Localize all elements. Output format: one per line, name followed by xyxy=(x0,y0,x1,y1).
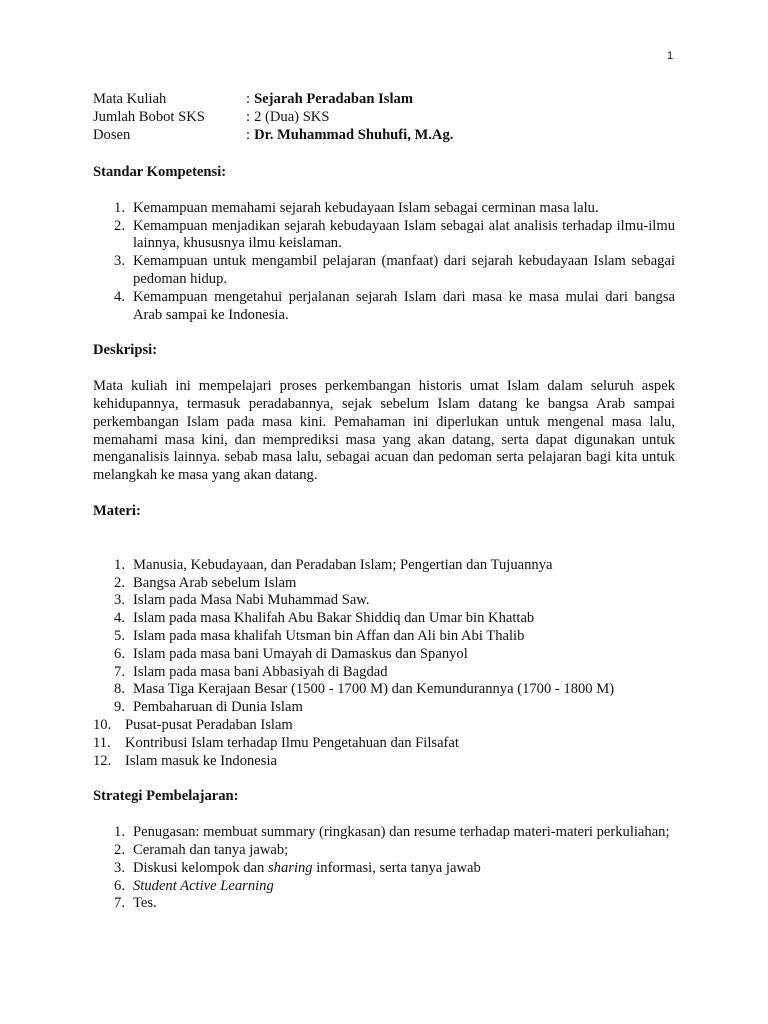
list-text: Islam masuk ke Indonesia xyxy=(125,752,277,769)
list-item xyxy=(93,753,675,771)
list-text: Pusat-pusat Peradaban Islam xyxy=(125,716,293,733)
strategi-heading: Strategi Pembelajaran: xyxy=(93,788,239,805)
list-number: 2. xyxy=(114,217,125,234)
list-text: Masa Tiga Kerajaan Besar (1500 - 1700 M) dan Kemundurannya (1700 - 1800 M) xyxy=(133,681,615,698)
sks-label: Jumlah Bobot SKS xyxy=(93,109,205,125)
standar-kompetensi-heading: Standar Kompetensi: xyxy=(93,164,227,180)
info-row-mata-kuliah xyxy=(93,91,675,109)
list-text: Islam pada Masa Nabi Muhammad Saw. xyxy=(133,592,370,609)
mata-kuliah-label: Mata Kuliah xyxy=(93,91,167,107)
separator: : xyxy=(246,109,251,125)
list-text: Penugasan: membuat summary (ringkasan) dan resume terhadap materi-materi perkuliahan; xyxy=(133,824,670,841)
list-text xyxy=(133,860,675,878)
list-number: 10. xyxy=(93,716,112,733)
info-row-dosen xyxy=(93,127,675,145)
deskripsi-paragraph: Mata kuliah ini mempelajari proses perkembangan historis umat Islam dalam seluruh aspek kehidupannya, termasuk peradabannya, sejak sebelum Islam datang ke bangsa Arab sampai perkembangan Islam pada masa kini. Pemahaman ini diperlukan untuk mengenal masa lalu, memahami masa kini, dan memprediksi masa yang akan datang, serta dapat digunakan untuk menganalisis lainnya. sebab masa lalu, sebagai acuan dan pedoman serta pelajaran bagi kita untuk melangkah ke masa yang akan datang. xyxy=(93,378,675,484)
info-row-sks xyxy=(93,109,675,127)
list-item xyxy=(93,218,675,254)
document-content xyxy=(93,91,675,913)
list-text: Student Active Learning xyxy=(133,877,274,894)
list-text: Kemampuan memahami sejarah kebudayaan Islam sebagai cerminan masa lalu. xyxy=(133,199,599,216)
list-text: Kemampuan mengetahui perjalanan sejarah Islam dari masa ke masa mulai dari bangsa Arab sampai ke Indonesia. xyxy=(133,288,675,323)
list-text: Kontribusi Islam terhadap Ilmu Pengetahuan dan Filsafat xyxy=(125,734,459,751)
list-number: 11. xyxy=(93,734,111,751)
materi-list xyxy=(93,557,675,771)
list-item xyxy=(93,842,675,860)
sks-value: 2 (Dua) SKS xyxy=(254,109,330,125)
list-text: Islam pada masa bani Abbasiyah di Bagdad xyxy=(133,663,388,680)
list-text: Kemampuan menjadikan sejarah kebudayaan Islam sebagai alat analisis terhadap ilmu-ilmu lainnya, khususnya ilmu keislaman. xyxy=(133,217,675,252)
list-item xyxy=(93,824,675,842)
list-number: 1. xyxy=(114,556,125,573)
list-item xyxy=(93,664,675,682)
list-number: 2. xyxy=(114,841,125,858)
text-segment: informasi, serta tanya jawab xyxy=(312,859,481,876)
list-number: 3. xyxy=(114,592,125,609)
list-text: Islam pada masa Khalifah Abu Bakar Shiddiq dan Umar bin Khattab xyxy=(133,610,535,627)
list-item xyxy=(93,253,675,289)
list-text: Islam pada masa bani Umayah di Damaskus dan Spanyol xyxy=(133,645,468,662)
list-item xyxy=(93,681,675,699)
list-text: Kemampuan untuk mengambil pelajaran (manfaat) dari sejarah kebudayaan Islam sebagai pedoman hidup. xyxy=(133,253,675,287)
list-number: 9. xyxy=(114,699,125,716)
course-info xyxy=(93,91,675,145)
list-item xyxy=(93,860,675,878)
list-item xyxy=(93,646,675,664)
list-text: Manusia, Kebudayaan, dan Peradaban Islam; Pengertian dan Tujuannya xyxy=(133,556,553,573)
dosen-label: Dosen xyxy=(93,127,131,143)
list-item xyxy=(93,557,675,575)
list-item xyxy=(93,735,675,753)
emphasis-text: sharing xyxy=(268,859,313,876)
list-number: 4. xyxy=(114,610,125,627)
list-item xyxy=(93,592,675,610)
list-number: 5. xyxy=(114,627,125,644)
page-number: 1 xyxy=(667,50,674,62)
list-number: 6. xyxy=(114,645,125,662)
list-item xyxy=(93,699,675,717)
list-number: 7. xyxy=(114,663,125,680)
deskripsi-heading: Deskripsi: xyxy=(93,342,158,359)
list-number: 1. xyxy=(114,824,125,841)
list-number: 3. xyxy=(114,253,125,270)
list-item xyxy=(93,717,675,735)
standar-kompetensi-list xyxy=(93,200,675,325)
list-item xyxy=(93,895,675,913)
list-number: 7. xyxy=(114,895,125,912)
list-item xyxy=(93,628,675,646)
list-number: 8. xyxy=(114,681,125,698)
list-item xyxy=(93,575,675,593)
list-item xyxy=(93,610,675,628)
list-item xyxy=(93,289,675,325)
list-number: 3. xyxy=(114,859,125,876)
list-text: Pembaharuan di Dunia Islam xyxy=(133,699,303,716)
list-number: 4. xyxy=(114,288,125,305)
list-item xyxy=(93,200,675,218)
list-text: Islam pada masa khalifah Utsman bin Affan dan Ali bin Abi Thalib xyxy=(133,627,525,644)
list-text: Tes. xyxy=(133,895,157,912)
list-number: 12. xyxy=(93,752,112,769)
separator: : xyxy=(246,91,251,107)
list-item xyxy=(93,878,675,896)
list-number: 2. xyxy=(114,574,125,591)
list-text: Bangsa Arab sebelum Islam xyxy=(133,574,297,591)
list-number: 6. xyxy=(114,877,125,894)
list-text: Ceramah dan tanya jawab; xyxy=(133,841,289,858)
strategi-list xyxy=(93,824,675,913)
materi-heading: Materi: xyxy=(93,502,141,519)
text-segment: Diskusi kelompok dan xyxy=(133,859,268,876)
dosen-value: Dr. Muhammad Shuhufi, M.Ag. xyxy=(254,127,454,143)
mata-kuliah-value: Sejarah Peradaban Islam xyxy=(254,91,413,107)
list-number: 1. xyxy=(114,199,125,216)
separator: : xyxy=(246,127,251,143)
